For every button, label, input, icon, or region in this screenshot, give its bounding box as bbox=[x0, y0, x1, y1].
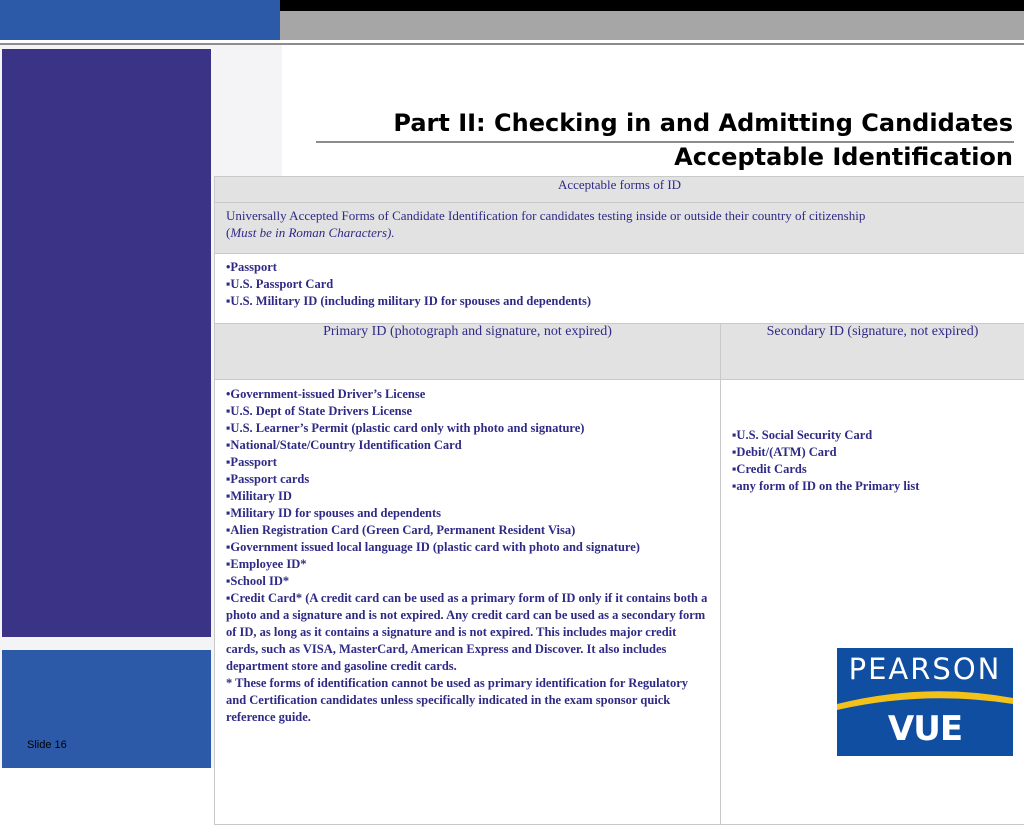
universal-row bbox=[215, 203, 1024, 254]
logo-brand-text: PEARSON bbox=[837, 652, 1013, 686]
primary-id-cell bbox=[215, 380, 721, 825]
list-item: ▪U.S. Learner’s Permit (plastic card only with photo and signature) bbox=[226, 420, 709, 437]
list-item: ▪U.S. Dept of State Drivers License bbox=[226, 403, 709, 420]
list-item: ▪Employee ID* bbox=[226, 556, 709, 573]
secondary-id-header: Secondary ID (signature, not expired) bbox=[721, 324, 1024, 380]
table-header-row bbox=[215, 177, 1024, 203]
list-item: ▪any form of ID on the Primary list bbox=[732, 478, 1013, 495]
list-item: ▪School ID* bbox=[226, 573, 709, 590]
column-header-row bbox=[215, 324, 1024, 380]
title-line-2: Acceptable Identification bbox=[393, 140, 1013, 174]
table-header-cell: Acceptable forms of ID bbox=[215, 177, 1024, 203]
logo-product-text: VUE bbox=[888, 709, 962, 749]
list-item: ▪Passport cards bbox=[226, 471, 709, 488]
list-item: •Passport bbox=[226, 259, 1013, 276]
left-purple-panel bbox=[2, 49, 211, 637]
universal-note: Must be in Roman Characters). bbox=[230, 225, 394, 240]
slide-number: Slide 16 bbox=[27, 739, 67, 751]
list-item: ▪National/State/Country Identification Card bbox=[226, 437, 709, 454]
logo-vue-graphic bbox=[837, 648, 1013, 756]
list-item: ▪U.S. Passport Card bbox=[226, 276, 1013, 293]
header-gray-bar bbox=[280, 11, 1024, 40]
detail-row bbox=[215, 380, 1024, 825]
secondary-id-cell bbox=[721, 380, 1024, 825]
list-item: ▪Military ID bbox=[226, 488, 709, 505]
universal-cell bbox=[215, 203, 1024, 254]
list-item: ▪Credit Cards bbox=[732, 461, 1013, 478]
list-item: •Government-issued Driver’s License bbox=[226, 386, 709, 403]
list-item: ▪U.S. Military ID (including military ID for spouses and dependents) bbox=[226, 293, 1013, 310]
list-item: ▪Credit Card* (A credit card can be used as a primary form of ID only if it contains both a photo and a signature and is not expired. Any credit card can be used as a secondary form of ID, as long as it contains a signature and is not expired. This includes major credit cards, such as VISA, MasterCard, American Express and Discover. It also includes department store and gasoline credit cards. bbox=[226, 590, 709, 675]
list-item: ▪Alien Registration Card (Green Card, Permanent Resident Visa) bbox=[226, 522, 709, 539]
header-black-bar bbox=[280, 0, 1024, 11]
title-underline bbox=[316, 141, 1014, 143]
list-item: ▪Government issued local language ID (plastic card with photo and signature) bbox=[226, 539, 709, 556]
primary-id-header: Primary ID (photograph and signature, not expired) bbox=[215, 324, 721, 380]
logo-swoosh bbox=[837, 691, 1013, 710]
title-line-1: Part II: Checking in and Admitting Candidates bbox=[393, 106, 1013, 140]
list-item: ▪Military ID for spouses and dependents bbox=[226, 505, 709, 522]
pearson-vue-logo bbox=[837, 648, 1013, 756]
primary-footnote: * These forms of identification cannot be used as primary identification for Regulatory and Certification candidates unless specifically indicated in the exam sponsor quick reference guide. bbox=[226, 675, 709, 726]
universal-text: Universally Accepted Forms of Candidate Identification for candidates testing inside or outside their country of citizenship bbox=[226, 208, 865, 223]
universal-list-cell bbox=[215, 254, 1024, 324]
universal-note-open: ( bbox=[226, 225, 230, 240]
list-item: ▪Debit/(ATM) Card bbox=[732, 444, 1013, 461]
list-item: ▪U.S. Social Security Card bbox=[732, 427, 1013, 444]
header-blue-bar bbox=[0, 0, 280, 40]
universal-list-row bbox=[215, 254, 1024, 324]
slide-title bbox=[393, 106, 1013, 174]
list-item: ▪Passport bbox=[226, 454, 709, 471]
